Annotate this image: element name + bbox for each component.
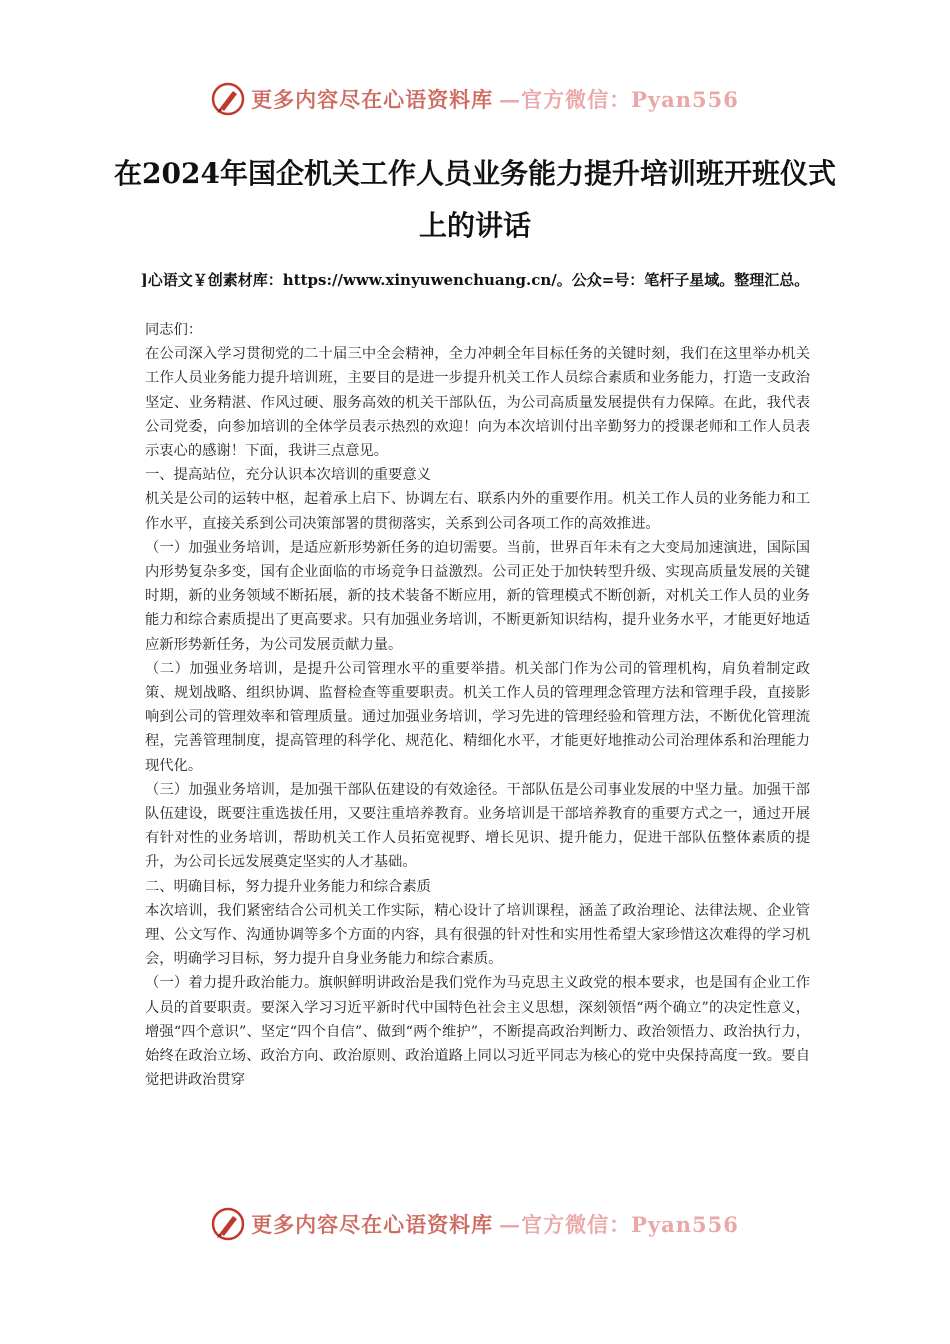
paragraph: （二）加强业务培训，是提升公司管理水平的重要举措。机关部门作为公司的管理机构，肩负着制定政策、规划战略、组织协调、监督检查等重要职责。机关工作人员的管理理念管理方法和管理手段，直接影响到公司的管理效率和管理质量。通过加强业务培训，学习先进的管理经验和管理方法，不断优化管理流程，完善管理制度，提高管理的科学化、规范化、精细化水平，才能更好地推动公司治理体系和治理能力现代化。: [145, 660, 810, 774]
paragraph: （一）着力提升政治能力。旗帜鲜明讲政治是我们党作为马克思主义政党的根本要求，也是国有企业工作人员的首要职责。要深入学习习近平新时代中国特色社会主义思想，深刻领悟“两个确立”的决定性意义，增强“四个意识”、坚定“四个自信”、做到“两个维护”，不断提高政治判断力、政治领悟力、政治执行力，始终在政治立场、政治方向、政治原则、政治道路上同以习近平同志为核心的党中央保持高度一致。要自觉把讲政治贯穿: [145, 975, 810, 1089]
paragraph: （三）加强业务培训，是加强干部队伍建设的有效途径。干部队伍是公司事业发展的中坚力量。加强干部队伍建设，既要注重选拔任用，又要注重培养教育。业务培训是干部培养教育的重要方式之一，通过开展有针对性的业务培训，帮助机关工作人员拓宽视野、增长见识、提升能力，促进干部队伍整体素质的提升，为公司长远发展奠定坚实的人才基础。: [145, 781, 810, 871]
paragraph: 在公司深入学习贯彻党的二十届三中全会精神，全力冲刺全年目标任务的关键时刻，我们在这里举办机关工作人员业务能力提升培训班，主要目的是进一步提升机关工作人员综合素质和业务能力，打造一支政治坚定、业务精湛、作风过硬、服务高效的机关干部队伍，为公司高质量发展提供有力保障。在此，我代表公司党委，向参加培训的全体学员表示热烈的欢迎！向为本次培训付出辛勤努力的授课老师和工作人员表示衷心的感谢！下面，我讲三点意见。: [145, 346, 810, 460]
pen-logo-icon: [211, 1207, 245, 1241]
paragraph: 本次培训，我们紧密结合公司机关工作实际，精心设计了培训课程，涵盖了政治理论、法律法规、企业管理、公文写作、沟通协调等多个方面的内容，具有很强的针对性和实用性希望大家珍惜这次难得的学习机会，明确学习目标，努力提升自身业务能力和综合素质。: [145, 902, 810, 968]
paragraph: 同志们：: [145, 322, 203, 338]
source-note: ]心语文￥创素材库：https://www.xinyuwenchuang.cn/。公众=号：笔杆子星域。整理汇总。: [140, 271, 810, 289]
footer-banner: [0, 1207, 950, 1241]
banner-suffix: —官方微信：Pyan556: [499, 1212, 739, 1237]
header-banner: [0, 82, 950, 116]
banner-text: 更多内容尽在心语资料库: [251, 87, 494, 112]
paragraph: （一）加强业务培训，是适应新形势新任务的迫切需要。当前，世界百年未有之大变局加速演进，国际国内形势复杂多变，国有企业面临的市场竞争日益激烈。公司正处于加快转型升级、实现高质量发展的关键时期，新的业务领域不断拓展，新的技术装备不断应用，新的管理模式不断创新，对机关工作人员的业务能力和综合素质提出了更高要求。只有加强业务培训，不断更新知识结构，提升业务水平，才能更好地适应新形势新任务，为公司发展贡献力量。: [145, 539, 810, 653]
section-heading: 一、提高站位，充分认识本次培训的重要意义: [145, 467, 431, 484]
section-heading: 二、明确目标，努力提升业务能力和综合素质: [145, 878, 431, 895]
banner-text: 更多内容尽在心语资料库: [251, 1212, 494, 1237]
page-title: 在2024年国企机关工作人员业务能力提升培训班开班仪式上的讲话: [114, 157, 836, 242]
banner-suffix: —官方微信：Pyan556: [499, 87, 739, 112]
pen-logo-icon: [211, 82, 245, 116]
document-body: [145, 318, 810, 1093]
paragraph: 机关是公司的运转中枢，起着承上启下、协调左右、联系内外的重要作用。机关工作人员的业务能力和工作水平，直接关系到公司决策部署的贯彻落实，关系到公司各项工作的高效推进。: [145, 491, 810, 532]
